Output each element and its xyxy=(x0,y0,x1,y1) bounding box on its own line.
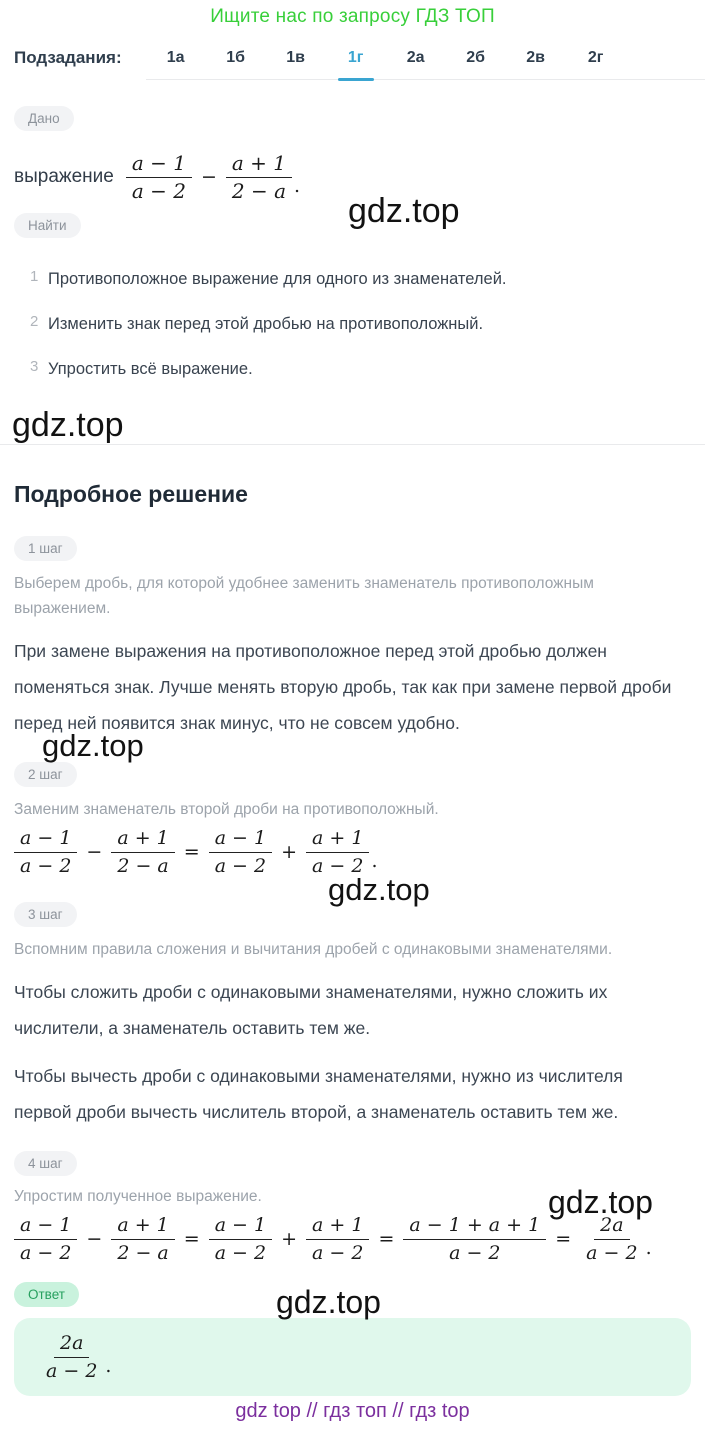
denominator: a − 2 xyxy=(449,1241,501,1264)
fraction xyxy=(209,1214,272,1265)
denominator: a − 2 xyxy=(312,1241,364,1264)
answer-badge: Ответ xyxy=(14,1282,79,1307)
math-operator: − xyxy=(86,841,103,863)
denominator: 2 − a xyxy=(231,178,287,203)
math-operator: − xyxy=(86,1228,103,1250)
denominator: a − 2 xyxy=(214,854,267,877)
tab-1v[interactable]: 1в xyxy=(286,49,305,66)
numerator: 2a xyxy=(594,1214,629,1240)
list-item-number: 2 xyxy=(30,313,39,330)
list-item xyxy=(0,313,705,335)
step-3-paragraph-2: Чтобы вычесть дроби с одинаковыми знаменателями, нужно из числителя первой дроби вычесть числитель второй, а знаменатель оставить тем же. xyxy=(14,1066,623,1122)
step-4-note: Упростим полученное выражение. xyxy=(14,1188,262,1205)
watermark: gdz.top xyxy=(328,872,430,907)
tab-1b[interactable]: 1б xyxy=(226,49,245,66)
tab-2v[interactable]: 2в xyxy=(526,49,545,66)
step-1-badge: 1 шаг xyxy=(14,536,77,561)
math-operator: + xyxy=(281,841,298,863)
denominator: a − 2 xyxy=(20,1241,72,1264)
fraction xyxy=(306,1214,369,1265)
numerator: a − 1 xyxy=(14,827,77,853)
math-period: . xyxy=(105,1354,112,1377)
numerator: a − 1 xyxy=(209,1214,272,1240)
math-operator: = xyxy=(378,1228,395,1250)
step-1-paragraph: При замене выражения на противоположное перед этой дробью должен поменяться знак. Лучше менять вторую дробь, так как при замене первой дроби перед ней появится знак минус, что не совсем удобно. xyxy=(14,641,672,733)
fraction xyxy=(306,827,369,878)
gdz-solution-page xyxy=(0,6,705,1434)
numerator: 2a xyxy=(54,1332,89,1358)
tab-2a[interactable]: 2а xyxy=(406,49,425,66)
subtask-tabs-bar xyxy=(0,48,705,80)
fraction xyxy=(580,1214,643,1265)
fraction xyxy=(111,827,174,878)
list-item-number: 1 xyxy=(30,268,39,285)
step-2-expression-row xyxy=(0,824,705,880)
denominator: a − 2 xyxy=(214,1241,267,1264)
step-2-badge: 2 шаг xyxy=(14,762,77,787)
math-period: . xyxy=(371,849,378,872)
promo-banner: Ищите нас по запросу ГДЗ ТОП xyxy=(210,6,495,27)
answer-box xyxy=(14,1318,691,1396)
list-item-number: 3 xyxy=(30,358,39,375)
given-badge: Дано xyxy=(14,106,74,131)
math-operator: = xyxy=(183,841,200,863)
denominator: a − 2 xyxy=(312,854,364,877)
numerator: a − 1 xyxy=(126,152,192,178)
list-item xyxy=(0,358,705,380)
math-period: . xyxy=(645,1236,652,1259)
fraction xyxy=(226,152,292,203)
denominator: a − 2 xyxy=(586,1241,638,1264)
numerator: a + 1 xyxy=(111,1214,174,1240)
watermark: gdz.top xyxy=(348,192,460,230)
fraction xyxy=(209,827,272,878)
find-list xyxy=(0,268,705,380)
math-period: . xyxy=(294,174,301,197)
step-1-note: Выберем дробь, для которой удобнее заменить знаменатель противоположным выражением. xyxy=(14,575,594,617)
tab-2g[interactable]: 2г xyxy=(587,49,604,66)
numerator: a − 1 + a + 1 xyxy=(403,1214,546,1240)
numerator: a − 1 xyxy=(14,1214,77,1240)
section-divider xyxy=(0,444,705,445)
list-item-text: Изменить знак перед этой дробью на противоположный. xyxy=(48,315,484,333)
fraction xyxy=(14,1214,77,1265)
math-expression xyxy=(40,1332,111,1383)
math-operator: + xyxy=(281,1228,298,1250)
math-operator: = xyxy=(183,1228,200,1250)
step-2-note: Заменим знаменатель второй дроби на противоположный. xyxy=(14,801,439,818)
step-3-note: Вспомним правила сложения и вычитания дробей с одинаковыми знаменателями. xyxy=(14,941,613,958)
subtask-tabs xyxy=(146,49,705,80)
solution-title: Подробное решение xyxy=(14,481,248,507)
denominator: 2 − a xyxy=(117,854,169,877)
step-3-paragraph-1: Чтобы сложить дроби с одинаковыми знаменателями, нужно сложить их числители, а знаменатель оставить тем же. xyxy=(14,982,608,1038)
math-expression xyxy=(14,1214,652,1265)
numerator: a + 1 xyxy=(306,827,369,853)
watermark: gdz.top xyxy=(548,1184,653,1220)
footer-links[interactable]: gdz top // гдз топ // гдз top xyxy=(235,1400,470,1422)
step-3-badge: 3 шаг xyxy=(14,902,77,927)
fraction xyxy=(403,1214,546,1265)
tabs-label: Подзадания: xyxy=(14,48,122,67)
numerator: a + 1 xyxy=(306,1214,369,1240)
numerator: a + 1 xyxy=(226,152,292,178)
list-item xyxy=(0,268,705,290)
tab-2b[interactable]: 2б xyxy=(466,49,485,66)
step-4-badge: 4 шаг xyxy=(14,1151,77,1176)
denominator: a − 2 xyxy=(20,854,72,877)
fraction xyxy=(111,1214,174,1265)
math-operator: = xyxy=(555,1228,572,1250)
tab-1g-active[interactable]: 1г xyxy=(344,49,368,79)
numerator: a − 1 xyxy=(209,827,272,853)
list-item-text: Упростить всё выражение. xyxy=(48,360,253,378)
list-item-text: Противоположное выражение для одного из знаменателей. xyxy=(48,270,507,288)
step-4-expression-row xyxy=(0,1211,705,1267)
find-badge: Найти xyxy=(14,213,81,238)
tab-1a[interactable]: 1а xyxy=(166,49,185,66)
fraction xyxy=(40,1332,103,1383)
fraction xyxy=(14,827,77,878)
denominator: a − 2 xyxy=(46,1359,98,1382)
math-expression xyxy=(14,827,378,878)
watermark: gdz.top xyxy=(42,728,144,763)
watermark: gdz.top xyxy=(276,1284,381,1320)
numerator: a + 1 xyxy=(111,827,174,853)
denominator: 2 − a xyxy=(117,1241,169,1264)
given-prefix: выражение xyxy=(14,166,114,187)
given-expression-row xyxy=(0,145,705,209)
watermark: gdz.top xyxy=(12,406,124,444)
math-operator: − xyxy=(200,166,217,188)
math-expression xyxy=(126,152,300,203)
denominator: a − 2 xyxy=(131,178,186,203)
fraction xyxy=(126,152,192,203)
